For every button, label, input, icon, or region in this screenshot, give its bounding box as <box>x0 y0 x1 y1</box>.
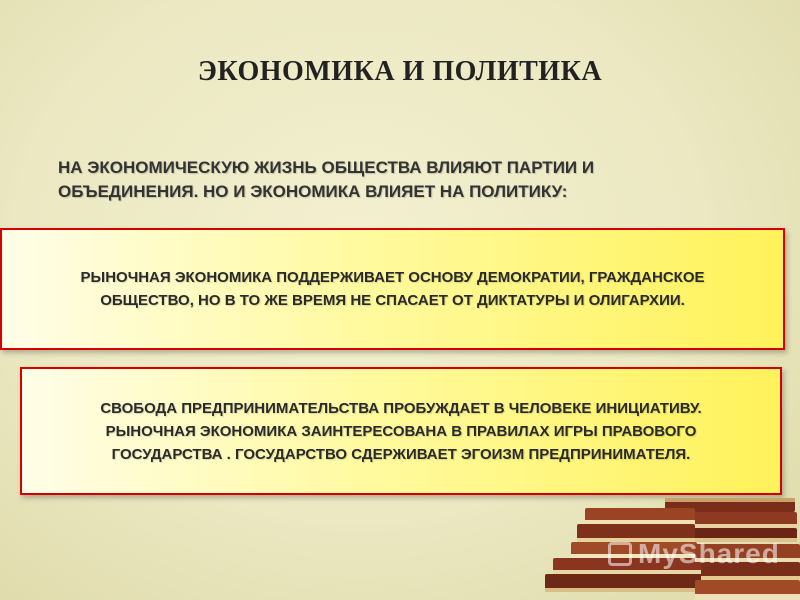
presentation-board-icon <box>608 542 632 566</box>
box1-line-2: ОБЩЕСТВО, НО В ТО ЖЕ ВРЕМЯ НЕ СПАСАЕТ ОТ ДИКТАТУРЫ И ОЛИГАРХИИ. <box>100 292 685 309</box>
box2-line-2: РЫНОЧНАЯ ЭКОНОМИКА ЗАИНТЕРЕСОВАНА В ПРАВИЛАХ ИГРЫ ПРАВОВОГО <box>105 422 697 440</box>
slide-title: ЭКОНОМИКА И ПОЛИТИКА <box>197 56 603 87</box>
box2-line-1: СВОБОДА ПРЕДПРИНИМАТЕЛЬСТВА ПРОБУЖДАЕТ В ЧЕЛОВЕКЕ ИНИЦИАТИВУ. <box>100 399 702 417</box>
market-economy-text <box>59 266 727 312</box>
box1-line-1: РЫНОЧНАЯ ЭКОНОМИКА ПОДДЕРЖИВАЕТ ОСНОВУ ДЕМОКРАТИИ, ГРАЖДАНСКОЕ <box>80 269 705 286</box>
market-economy-box <box>0 228 785 350</box>
watermark <box>608 538 780 570</box>
box2-line-3: ГОСУДАРСТВА . ГОСУДАРСТВО СДЕРЖИВАЕТ ЭГОИЗМ ПРЕДПРИНИМАТЕЛЯ. <box>111 445 691 463</box>
entrepreneurship-box <box>20 367 782 495</box>
watermark-text: MyShared <box>638 538 780 569</box>
intro-text <box>58 156 698 204</box>
intro-line-1: НА ЭКОНОМИЧЕСКУЮ ЖИЗНЬ ОБЩЕСТВА ВЛИЯЮТ ПАРТИИ И <box>58 158 595 177</box>
intro-line-2: ОБЪЕДИНЕНИЯ. НО И ЭКОНОМИКА ВЛИЯЕТ НА ПОЛИТИКУ: <box>58 182 568 201</box>
entrepreneurship-text <box>78 397 723 466</box>
